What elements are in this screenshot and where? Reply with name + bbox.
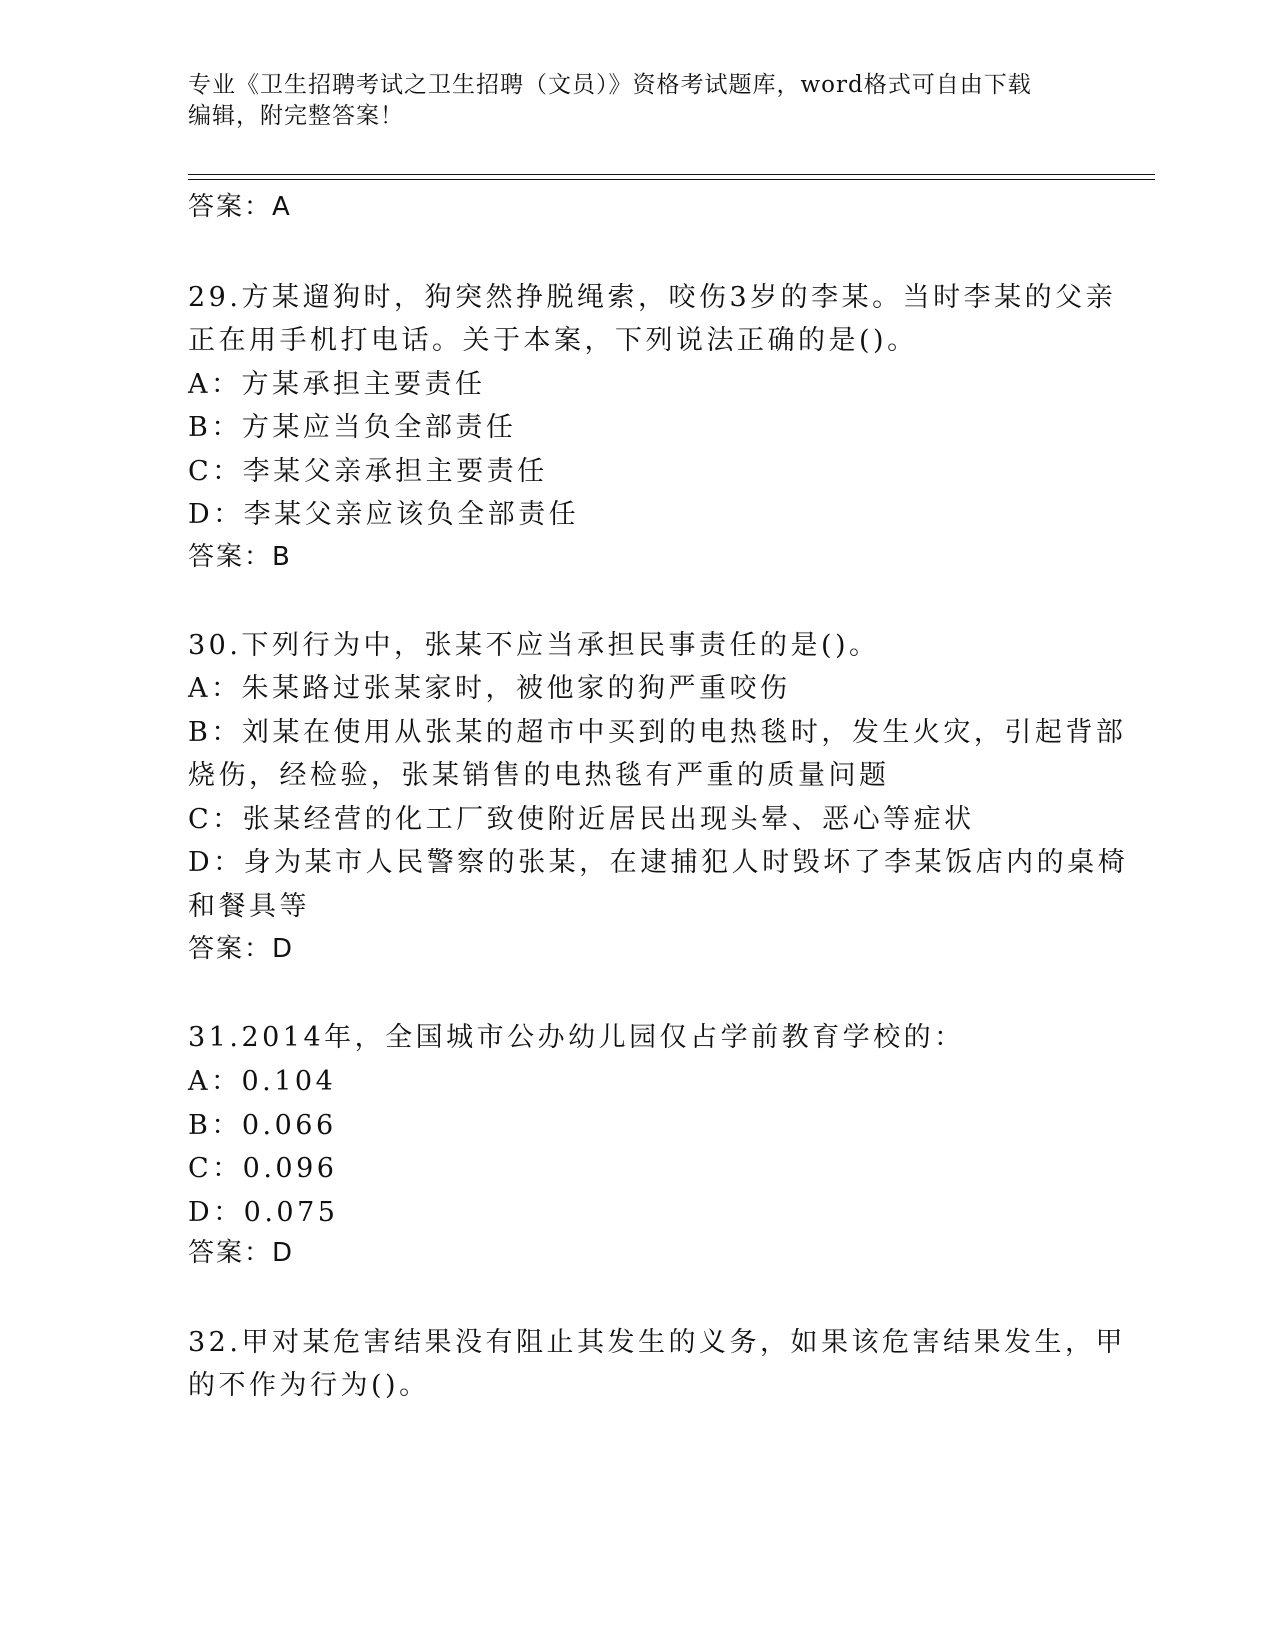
question-31-stem: 31.2014年，全国城市公办幼儿园仅占学前教育学校的： bbox=[188, 1022, 965, 1053]
question-32-stem-line-1: 32.甲对某危害结果没有阻止其发生的义务，如果该危害结果发生，甲 bbox=[188, 1327, 1126, 1358]
question-29-option-a: A：方某承担主要责任 bbox=[188, 369, 486, 400]
question-30-stem: 30.下列行为中，张某不应当承担民事责任的是()。 bbox=[188, 630, 880, 661]
question-31-option-c: C：0.096 bbox=[188, 1153, 338, 1184]
header-rule-bottom bbox=[188, 179, 1155, 180]
answer-q29: 答案：B bbox=[188, 542, 292, 572]
question-30-option-b-line-1: B：刘某在使用从张某的超市中买到的电热毯时，发生火灾，引起背部 bbox=[188, 717, 1127, 748]
question-31-option-a: A：0.104 bbox=[188, 1066, 337, 1097]
question-31-option-b: B：0.066 bbox=[188, 1110, 337, 1141]
document-header bbox=[188, 70, 1088, 132]
question-32-stem-line-2: 的不作为行为()。 bbox=[188, 1370, 430, 1401]
answer-q28: 答案：A bbox=[188, 192, 292, 222]
question-30-option-c: C：张某经营的化工厂致使附近居民出现头晕、恶心等症状 bbox=[188, 804, 975, 835]
header-line-1: 专业《卫生招聘考试之卫生招聘（文员）》资格考试题库，word格式可自由下载 bbox=[188, 72, 1032, 98]
header-rule-top bbox=[188, 174, 1155, 175]
question-30-option-b-line-2: 烧伤，经检验，张某销售的电热毯有严重的质量问题 bbox=[188, 760, 890, 791]
question-29-option-c: C：李某父亲承担主要责任 bbox=[188, 456, 548, 487]
header-line-2: 编辑，附完整答案！ bbox=[188, 103, 404, 129]
question-31-option-d: D：0.075 bbox=[188, 1197, 339, 1228]
question-30-option-a: A：朱某路过张某家时，被他家的狗严重咬伤 bbox=[188, 673, 791, 704]
question-29-stem-line-1: 29.方某遛狗时，狗突然挣脱绳索，咬伤3岁的李某。当时李某的父亲 bbox=[188, 282, 1117, 313]
answer-q30: 答案：D bbox=[188, 934, 295, 964]
question-30-option-d-line-2: 和餐具等 bbox=[188, 891, 310, 922]
answer-q31: 答案：D bbox=[188, 1238, 295, 1268]
question-29-option-d: D：李某父亲应该负全部责任 bbox=[188, 499, 580, 530]
question-29-stem-line-2: 正在用手机打电话。关于本案，下列说法正确的是()。 bbox=[188, 325, 918, 356]
question-29-option-b: B：方某应当负全部责任 bbox=[188, 412, 517, 443]
question-30-option-d-line-1: D：身为某市人民警察的张某，在逮捕犯人时毁坏了李某饭店内的桌椅 bbox=[188, 847, 1129, 878]
